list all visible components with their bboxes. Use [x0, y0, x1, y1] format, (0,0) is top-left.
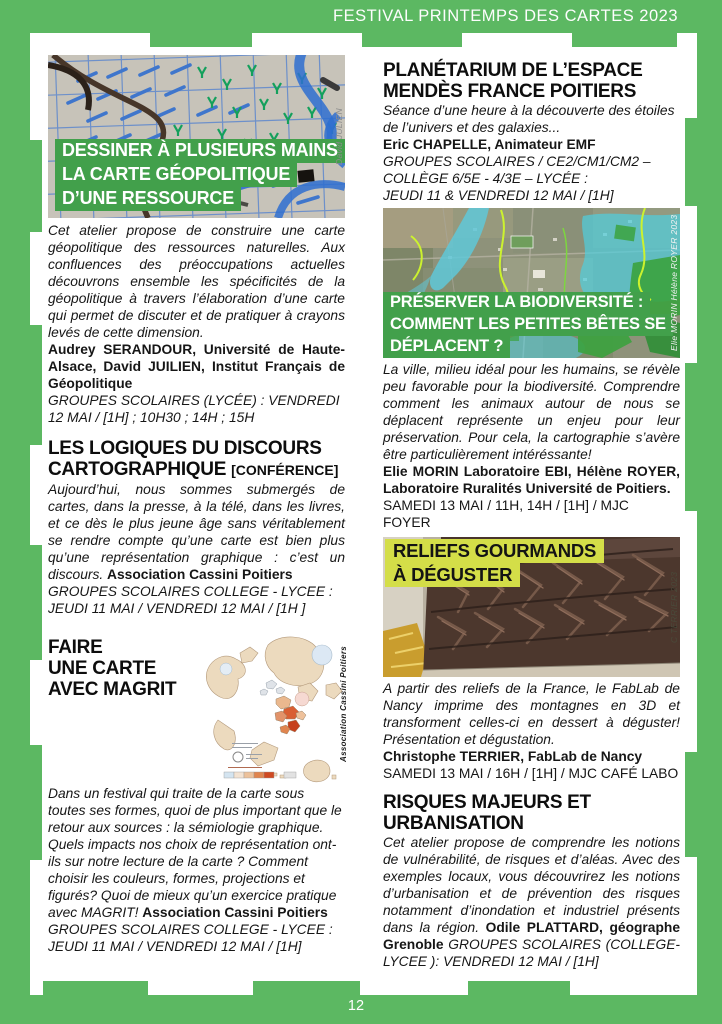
- left-column: [48, 55, 348, 955]
- image-credit: David JULIEN: [334, 108, 344, 165]
- workshop-schedule: SAMEDI 13 MAI / 16H / [1H] / MJC CAFÉ LABO: [383, 766, 679, 781]
- image-credit: C TERRIER 2023: [669, 571, 679, 643]
- section-title-line: [48, 459, 345, 481]
- schedule-line: JEUDI 11 & VENDREDI 12 MAI / [1H]: [383, 188, 614, 203]
- workshop-title-line: PRÉSERVER LA BIODIVERSITÉ :: [383, 292, 650, 314]
- frame-tab: [685, 363, 697, 511]
- workshop-title-line: COMMENT LES PETITES BÊTES SE: [383, 314, 673, 336]
- workshop-title-line: D’UNE RESSOURCE: [55, 187, 241, 211]
- workshop-title-overlay: [55, 139, 345, 211]
- world-map-image: [180, 625, 345, 783]
- workshop-title-line: DESSINER À PLUSIEURS MAINS: [55, 139, 345, 163]
- workshop-speakers: Audrey SERANDOUR, Université de Haute-Alsace, David JUILIEN, Institut Français de Géopolitique: [48, 342, 345, 391]
- section-biodiversite: [383, 208, 680, 531]
- frame-tab: [43, 981, 148, 995]
- section-title-line: URBANISATION: [383, 813, 524, 834]
- section-title-line: UNE CARTE: [48, 658, 157, 679]
- workshop-description: La ville, milieu idéal pour les humains, se révèle peu favorable pour la biodiversité. Comprendre comment les animaux autour de nous se déplacent représente un enjeu pour leur préservation. Pour cela, la cartographie s’avère être particulièrement intéréssante!: [383, 362, 680, 462]
- schedule-line: GROUPES SCOLAIRES / CE2/CM1/CM2 –: [383, 154, 651, 169]
- image-credit: Elie MORIN Hélène ROYER 2023: [669, 214, 679, 352]
- workshop-description: [48, 785, 345, 921]
- description-text: Cet atelier propose de construire une carte géopolitique des ressources naturelles. Aux confluences des préoccupations actuelles découvrons ensemble les spécificités de la géopolitique à travers l’élaboration d’une carte qui permet de discuter et de pratiquer à crayons levés de cette dimension.: [48, 223, 345, 340]
- frame-tab: [362, 33, 462, 47]
- section-title-text: CARTOGRAPHIQUE: [48, 459, 232, 480]
- section-logiques: [48, 438, 345, 617]
- frame-tab: [30, 325, 42, 445]
- section-title-line: AVEC MAGRIT: [48, 679, 177, 700]
- frame-tab: [572, 33, 677, 47]
- frame-tab: [30, 745, 42, 860]
- section-title-line: FAIRE: [48, 637, 103, 658]
- frame-tab: [253, 981, 360, 995]
- section-planetarium: [383, 60, 680, 204]
- workshop-title-line: À DÉGUSTER: [385, 563, 520, 587]
- magrit-header: [48, 625, 348, 783]
- hand-drawn-map-image: [48, 55, 345, 218]
- workshop-description: A partir des reliefs de la France, le FabLab de Nancy imprime des montagnes en 3D et transforment celles-ci en dessert à déguster! Présentation et dégustation.: [383, 681, 680, 747]
- section-magrit: [48, 625, 348, 955]
- page-number: 12: [347, 998, 365, 1014]
- workshop-schedule: SAMEDI 13 MAI / 11H, 14H / [1H] / MJC FOYER: [383, 498, 629, 530]
- workshop-title-overlay: [383, 292, 673, 358]
- section-title: [48, 637, 176, 700]
- description-text: Aujourd’hui, nous sommes submergés de cartes, dans la presse, à la télé, dans les livres, et ce dès le plus jeune âge sans véritablement se rendre compte qu’une carte est bien plus qu’une représentation graphique : c’est un discours.: [48, 482, 345, 582]
- workshop-title-line: DÉPLACENT ?: [383, 336, 510, 358]
- section-title-line: RISQUES MAJEURS ET: [383, 792, 591, 813]
- workshop-speakers: Christophe TERRIER, FabLab de Nancy: [383, 749, 643, 764]
- section-title: [383, 792, 680, 834]
- speakers-text: Association Cassini Poitiers: [142, 905, 328, 920]
- section-title-line: MENDÈS FRANCE POITIERS: [383, 81, 637, 102]
- frame-tab: [685, 752, 697, 857]
- frame-tab: [30, 545, 42, 660]
- section-title: [48, 438, 345, 481]
- frame-tab: [150, 33, 252, 47]
- frame-tab: [30, 140, 42, 232]
- section-title-line: PLANÉTARIUM DE L’ESPACE: [383, 60, 643, 81]
- section-title-line: LES LOGIQUES DU DISCOURS: [48, 438, 322, 459]
- aerial-map-image: [383, 208, 680, 358]
- section-title-tag: [CONFÉRENCE]: [231, 462, 339, 478]
- workshop-title-overlay: [385, 539, 604, 587]
- frame-tab: [468, 981, 570, 995]
- workshop-description: Séance d’une heure à la découverte des étoiles de l’univers et des galaxies...: [383, 103, 675, 135]
- workshop-description: [48, 481, 345, 583]
- schedule-text: GROUPES SCOLAIRES (COLLEGE-LYCEE ): VENDREDI 12 MAI / [1H]: [383, 937, 680, 969]
- workshop-title-line: LA CARTE GÉOPOLITIQUE: [55, 163, 297, 187]
- workshop-schedule: GROUPES SCOLAIRES COLLEGE - LYCEE : JEUDI 11 MAI / VENDREDI 12 MAI / [1H]: [48, 922, 333, 954]
- speakers-text: Odile PLATTARD, géographe Grenoble: [383, 920, 680, 952]
- frame-right-bar: [697, 0, 722, 1024]
- chocolate-relief-image: [383, 537, 680, 677]
- frame-tab: [685, 118, 697, 206]
- workshop-speakers: Elie MORIN Laboratoire EBI, Hélène ROYER, Laboratoire Ruralités Université de Poitiers.: [383, 464, 680, 496]
- workshop-speakers: Eric CHAPELLE, Animateur EMF: [383, 137, 596, 152]
- workshop-description: [383, 834, 680, 970]
- description-text: Dans un festival qui traite de la carte sous toutes ses formes, quoi de plus important que le retour aux sources : la sémiologie graphique. Quels impacts nos choix de représentation ont-ils sur notre lecture de la carte ? Comment choisir les couleurs, formes, projections et figurés? Quoi de mieux qu’un exercice pratique avec MAGRIT!: [48, 786, 342, 920]
- right-column: [383, 60, 680, 970]
- workshop-schedule: GROUPES SCOLAIRES COLLEGE - LYCEE : JEUDI 11 MAI / VENDREDI 12 MAI / [1H ]: [48, 584, 333, 616]
- workshop-title-line: RELIEFS GOURMANDS: [385, 539, 604, 563]
- description-text: Cet atelier propose de comprendre les notions de vulnérabilité, de risques et d’aléas. Avec des exemples locaux, vous découvrirez les notions d’urbanisation et de prévention des risques notamment d’inondation et industriel présents dans la région.: [383, 835, 680, 935]
- schedule-line: COLLÈGE 6/5E - 4/3E – LYCÉE :: [383, 171, 589, 186]
- section-reliefs: [383, 537, 680, 782]
- section-risques: [383, 792, 680, 970]
- speakers-text: Association Cassini Poitiers: [107, 567, 293, 582]
- section-dessiner: [48, 55, 345, 426]
- frame-left-bar: [0, 0, 30, 1024]
- workshop-description: [48, 222, 345, 341]
- section-title: [383, 60, 680, 102]
- workshop-schedule: GROUPES SCOLAIRES (LYCÉE) : VENDREDI 12 MAI / [1H] ; 10H30 ; 14H ; 15H: [48, 393, 340, 425]
- image-credit: Association Cassini Poitiers: [339, 646, 348, 762]
- workshop-schedule: [383, 153, 680, 204]
- festival-header: FESTIVAL PRINTEMPS DES CARTES 2023: [333, 7, 678, 25]
